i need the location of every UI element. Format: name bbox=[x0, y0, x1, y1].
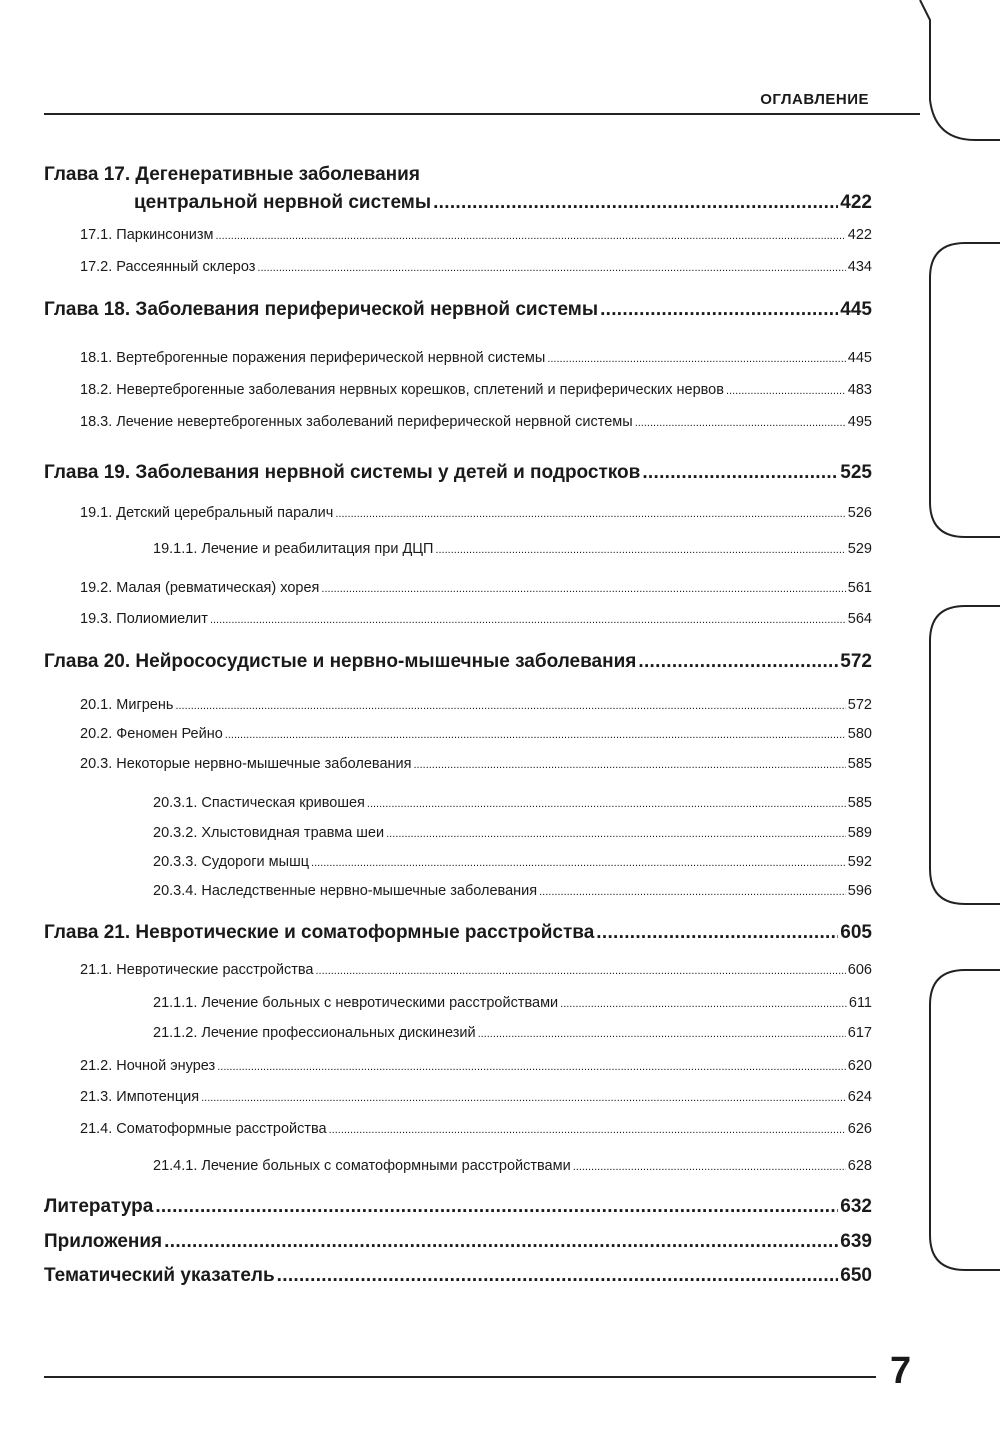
toc-entry[interactable] bbox=[80, 726, 872, 742]
leader-dots bbox=[315, 965, 845, 977]
toc-page: 445 bbox=[847, 350, 872, 366]
leader-dots bbox=[277, 1265, 839, 1287]
leader-dots bbox=[600, 299, 838, 321]
toc-page: 620 bbox=[847, 1058, 872, 1074]
toc-entry[interactable] bbox=[80, 414, 872, 430]
page-number: 7 bbox=[890, 1350, 912, 1392]
leader-dots bbox=[547, 353, 845, 365]
leader-dots bbox=[386, 828, 846, 840]
toc-label: 18.2. Невертеброгенные заболевания нервных корешков, сплетений и периферических нервов bbox=[80, 382, 724, 398]
toc-page: 592 bbox=[847, 854, 872, 870]
leader-dots bbox=[215, 230, 845, 242]
toc-label: Глава 18. Заболевания периферической нервной системы bbox=[44, 299, 599, 320]
leader-dots bbox=[329, 1124, 846, 1136]
leader-dots bbox=[433, 192, 838, 214]
toc-page: 529 bbox=[847, 541, 872, 557]
toc-entry[interactable] bbox=[80, 382, 872, 398]
toc-entry[interactable] bbox=[153, 1158, 872, 1174]
chapter-18-entry[interactable] bbox=[44, 299, 872, 321]
toc-entry[interactable] bbox=[80, 611, 872, 627]
toc-page: 561 bbox=[847, 580, 872, 596]
toc-page: 495 bbox=[847, 414, 872, 430]
leader-dots bbox=[217, 1061, 846, 1073]
toc-entry[interactable] bbox=[80, 1089, 872, 1105]
chapter-17-entry[interactable] bbox=[134, 192, 872, 214]
leader-dots bbox=[335, 508, 845, 520]
toc-page: 572 bbox=[847, 697, 872, 713]
toc-page: 422 bbox=[840, 192, 872, 213]
toc-label: 21.4.1. Лечение больных с соматоформными расстройствами bbox=[153, 1158, 571, 1174]
leader-dots bbox=[367, 798, 846, 810]
toc-page: 564 bbox=[847, 611, 872, 627]
toc-entry[interactable] bbox=[153, 995, 872, 1011]
toc-page: 585 bbox=[847, 756, 872, 772]
back-matter-entry[interactable] bbox=[44, 1196, 872, 1218]
toc-label: 18.1. Вертеброгенные поражения периферической нервной системы bbox=[80, 350, 546, 366]
toc-label: центральной нервной системы bbox=[134, 192, 432, 213]
leader-dots bbox=[726, 385, 846, 397]
toc-label: 20.3.3. Судороги мышц bbox=[153, 854, 310, 870]
toc-page: 606 bbox=[847, 962, 872, 978]
toc-label: Тематический указатель bbox=[44, 1265, 275, 1286]
running-header: ОГЛАВЛЕНИЕ bbox=[760, 91, 869, 108]
leader-dots bbox=[175, 700, 845, 712]
leader-dots bbox=[225, 729, 846, 741]
toc-page: 580 bbox=[847, 726, 872, 742]
toc-label: 21.3. Импотенция bbox=[80, 1089, 200, 1105]
toc-entry[interactable] bbox=[80, 697, 872, 713]
toc-page: 589 bbox=[847, 825, 872, 841]
toc-entry[interactable] bbox=[153, 854, 872, 870]
toc-entry[interactable] bbox=[153, 825, 872, 841]
leader-dots bbox=[435, 544, 845, 556]
toc-label: Глава 19. Заболевания нервной системы у детей и подростков bbox=[44, 462, 641, 483]
toc-label: 20.3. Некоторые нервно-мышечные заболевания bbox=[80, 756, 412, 772]
toc-entry[interactable] bbox=[153, 795, 872, 811]
toc-page: 445 bbox=[840, 299, 872, 320]
chapter-20-entry[interactable] bbox=[44, 651, 872, 673]
toc-page: 585 bbox=[847, 795, 872, 811]
leader-dots bbox=[560, 998, 847, 1010]
leader-dots bbox=[201, 1092, 846, 1104]
chapter-19-entry[interactable] bbox=[44, 462, 872, 484]
toc-entry[interactable] bbox=[153, 541, 872, 557]
back-matter-entry[interactable] bbox=[44, 1231, 872, 1253]
chapter-17-title: Глава 17. Дегенеративные заболевания bbox=[44, 164, 420, 185]
toc-entry[interactable] bbox=[80, 259, 872, 275]
toc-label: 20.3.2. Хлыстовидная травма шеи bbox=[153, 825, 385, 841]
leader-dots bbox=[539, 886, 846, 898]
toc-label: 20.3.4. Наследственные нервно-мышечные заболевания bbox=[153, 883, 538, 899]
toc-page: 596 bbox=[847, 883, 872, 899]
leader-dots bbox=[311, 857, 846, 869]
toc-entry[interactable] bbox=[80, 505, 872, 521]
toc-label: Литература bbox=[44, 1196, 154, 1217]
toc-page: 624 bbox=[847, 1089, 872, 1105]
toc-entry[interactable] bbox=[80, 227, 872, 243]
header-rule bbox=[44, 113, 920, 115]
toc-label: 21.1. Невротические расстройства bbox=[80, 962, 314, 978]
leader-dots bbox=[638, 651, 838, 673]
toc-entry[interactable] bbox=[153, 1025, 872, 1041]
toc-page: 526 bbox=[847, 505, 872, 521]
toc-page: 605 bbox=[840, 922, 872, 943]
leader-dots bbox=[478, 1028, 846, 1040]
back-matter-entry[interactable] bbox=[44, 1265, 872, 1287]
toc-page: 632 bbox=[840, 1196, 872, 1217]
toc-page: 422 bbox=[847, 227, 872, 243]
toc-page: 483 bbox=[847, 382, 872, 398]
toc-label: 21.1.1. Лечение больных с невротическими расстройствами bbox=[153, 995, 559, 1011]
leader-dots bbox=[155, 1196, 838, 1218]
toc-page: 434 bbox=[847, 259, 872, 275]
leader-dots bbox=[635, 417, 846, 429]
toc-label: 21.1.2. Лечение профессиональных дискинезий bbox=[153, 1025, 476, 1041]
toc-page: 525 bbox=[840, 462, 872, 483]
toc-label: 20.2. Феномен Рейно bbox=[80, 726, 223, 742]
toc-page: 639 bbox=[840, 1231, 872, 1252]
toc-page: 626 bbox=[847, 1121, 872, 1137]
toc-label: 19.1. Детский церебральный паралич bbox=[80, 505, 334, 521]
toc-label: 17.1. Паркинсонизм bbox=[80, 227, 214, 243]
toc-entry[interactable] bbox=[80, 1121, 872, 1137]
leader-dots bbox=[596, 922, 838, 944]
leader-dots bbox=[413, 759, 845, 771]
leader-dots bbox=[257, 262, 845, 274]
toc-label: Глава 21. Невротические и соматоформные расстройства bbox=[44, 922, 595, 943]
toc-page: 611 bbox=[848, 995, 872, 1011]
toc-page: 572 bbox=[840, 651, 872, 672]
toc-entry[interactable] bbox=[153, 883, 872, 899]
leader-dots bbox=[642, 462, 838, 484]
toc-page: 628 bbox=[847, 1158, 872, 1174]
toc-label: 17.2. Рассеянный склероз bbox=[80, 259, 256, 275]
toc-label: 19.3. Полиомиелит bbox=[80, 611, 208, 627]
toc-label: 21.4. Соматоформные расстройства bbox=[80, 1121, 327, 1137]
toc-label: 21.2. Ночной энурез bbox=[80, 1058, 216, 1074]
toc-page: 617 bbox=[847, 1025, 872, 1041]
toc-entry[interactable] bbox=[80, 350, 872, 366]
toc-label: 20.3.1. Спастическая кривошея bbox=[153, 795, 365, 811]
toc-label: 19.1.1. Лечение и реабилитация при ДЦП bbox=[153, 541, 434, 557]
toc-label: 18.3. Лечение невертеброгенных заболеваний периферической нервной системы bbox=[80, 414, 633, 430]
leader-dots bbox=[164, 1231, 838, 1253]
toc-label: Приложения bbox=[44, 1231, 163, 1252]
toc-entry[interactable] bbox=[80, 756, 872, 772]
toc-label: 19.2. Малая (ревматическая) хорея bbox=[80, 580, 320, 596]
toc-entry[interactable] bbox=[80, 580, 872, 596]
toc-label: 20.1. Мигрень bbox=[80, 697, 174, 713]
footer-rule bbox=[44, 1376, 876, 1378]
leader-dots bbox=[573, 1161, 846, 1173]
toc-entry[interactable] bbox=[80, 962, 872, 978]
toc-label: Глава 20. Нейрососудистые и нервно-мышечные заболевания bbox=[44, 651, 637, 672]
leader-dots bbox=[321, 583, 845, 595]
leader-dots bbox=[210, 614, 846, 626]
chapter-21-entry[interactable] bbox=[44, 922, 872, 944]
toc-page: 650 bbox=[840, 1265, 872, 1286]
toc-entry[interactable] bbox=[80, 1058, 872, 1074]
